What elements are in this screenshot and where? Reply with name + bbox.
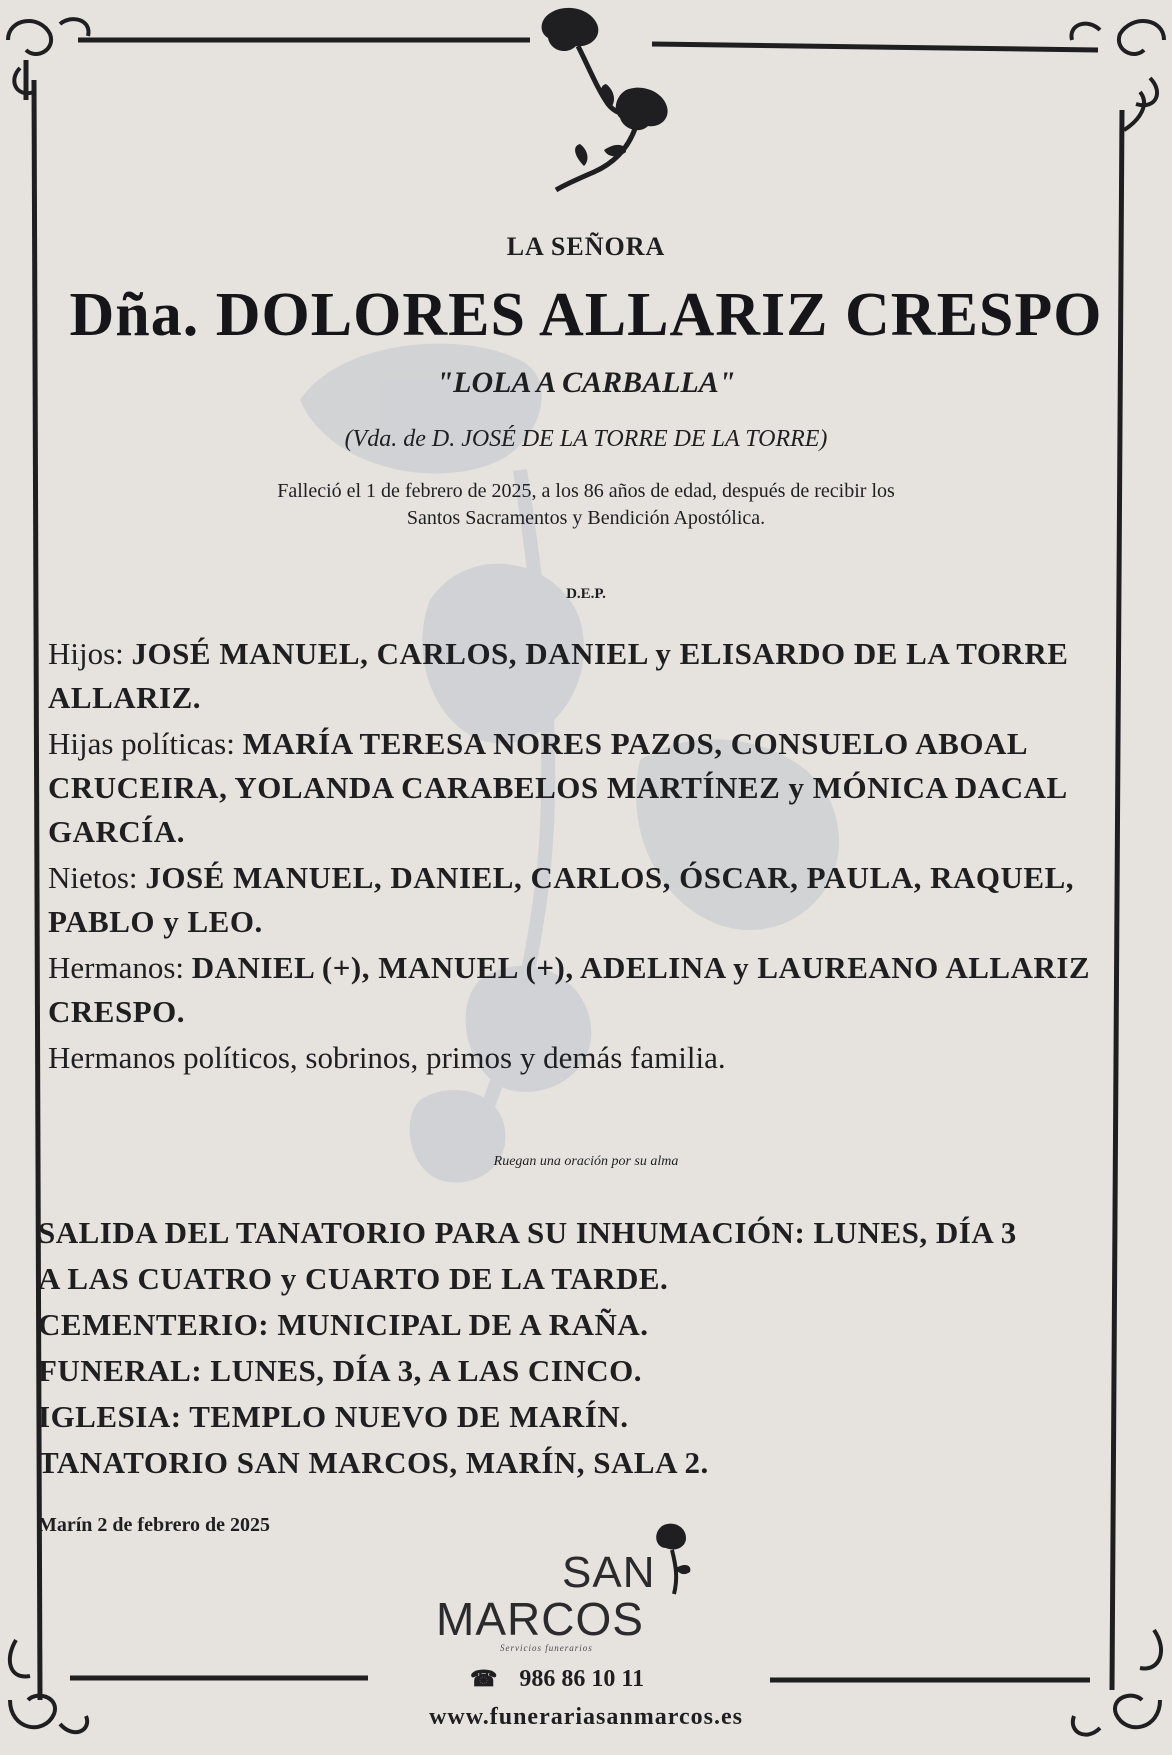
family-names: DANIEL (+), MANUEL (+), ADELINA y LAUREANO ALLARIZ CRESPO. — [48, 950, 1091, 1029]
service-line: A LAS CUATRO y CUARTO DE LA TARDE. — [38, 1261, 669, 1296]
family-names: MARÍA TERESA NORES PAZOS, CONSUELO ABOAL CRUCEIRA, YOLANDA CARABELOS MARTÍNEZ y MÓNICA DACAL GARCÍA. — [48, 726, 1066, 849]
nickname: "LOLA A CARBALLA" — [436, 366, 736, 399]
family-relation: Nietos: — [48, 860, 138, 895]
family-relation: Hermanos políticos, sobrinos, primos y demás familia. — [48, 1040, 726, 1075]
service-line: TANATORIO SAN MARCOS, MARÍN, SALA 2. — [38, 1445, 709, 1480]
service-details — [38, 1210, 1098, 1486]
notice-date: Marín 2 de febrero de 2025 — [38, 1514, 271, 1536]
logo-text-marcos: MARCOS — [436, 1593, 644, 1645]
logo-tagline: Servicios funerarios — [500, 1643, 593, 1653]
service-line: CEMENTERIO: MUNICIPAL DE A RAÑA. — [38, 1307, 649, 1342]
service-line: SALIDA DEL TANATORIO PARA SU INHUMACIÓN: LUNES, DÍA 3 — [38, 1215, 1017, 1250]
service-line: FUNERAL: LUNES, DÍA 3, A LAS CINCO. — [38, 1353, 643, 1388]
death-line-1: Falleció el 1 de febrero de 2025, a los 86 años de edad, después de recibir los — [277, 480, 895, 502]
family-entry — [48, 946, 1098, 1034]
family-relation: Hermanos: — [48, 950, 185, 985]
prayer-request: Ruegan una oración por su alma — [493, 1154, 679, 1169]
logo-text-san: SAN — [562, 1548, 656, 1597]
service-line: IGLESIA: TEMPLO NUEVO DE MARÍN. — [38, 1399, 629, 1434]
family-names: JOSÉ MANUEL, CARLOS, DANIEL y ELISARDO DE LA TORRE ALLARIZ. — [48, 636, 1069, 715]
family-names: JOSÉ MANUEL, DANIEL, CARLOS, ÓSCAR, PAULA, RAQUEL, PABLO y LEO. — [48, 860, 1075, 939]
family-list — [48, 632, 1098, 1082]
telephone-icon: ☎ — [470, 1666, 498, 1691]
phone-number: 986 86 10 11 — [519, 1666, 645, 1692]
family-entry — [48, 632, 1098, 720]
honorific: LA SEÑORA — [506, 232, 666, 261]
carnation-icon — [648, 1520, 696, 1596]
family-relation: Hijos: — [48, 636, 124, 671]
widow-of: (Vda. de D. JOSÉ DE LA TORRE DE LA TORRE) — [344, 426, 828, 452]
death-notice — [160, 478, 1012, 532]
family-entry — [48, 856, 1098, 944]
rip-mark: D.E.P. — [566, 586, 606, 602]
phone-line — [470, 1666, 644, 1693]
website-link[interactable]: www.funerariasanmarcos.es — [429, 1704, 743, 1730]
family-entry — [48, 1036, 1098, 1080]
death-line-2: Santos Sacramentos y Bendición Apostólica. — [406, 507, 766, 529]
deceased-name: Dña. DOLORES ALLARIZ CRESPO — [69, 281, 1103, 349]
family-relation: Hijas políticas: — [48, 726, 235, 761]
family-entry — [48, 722, 1098, 854]
